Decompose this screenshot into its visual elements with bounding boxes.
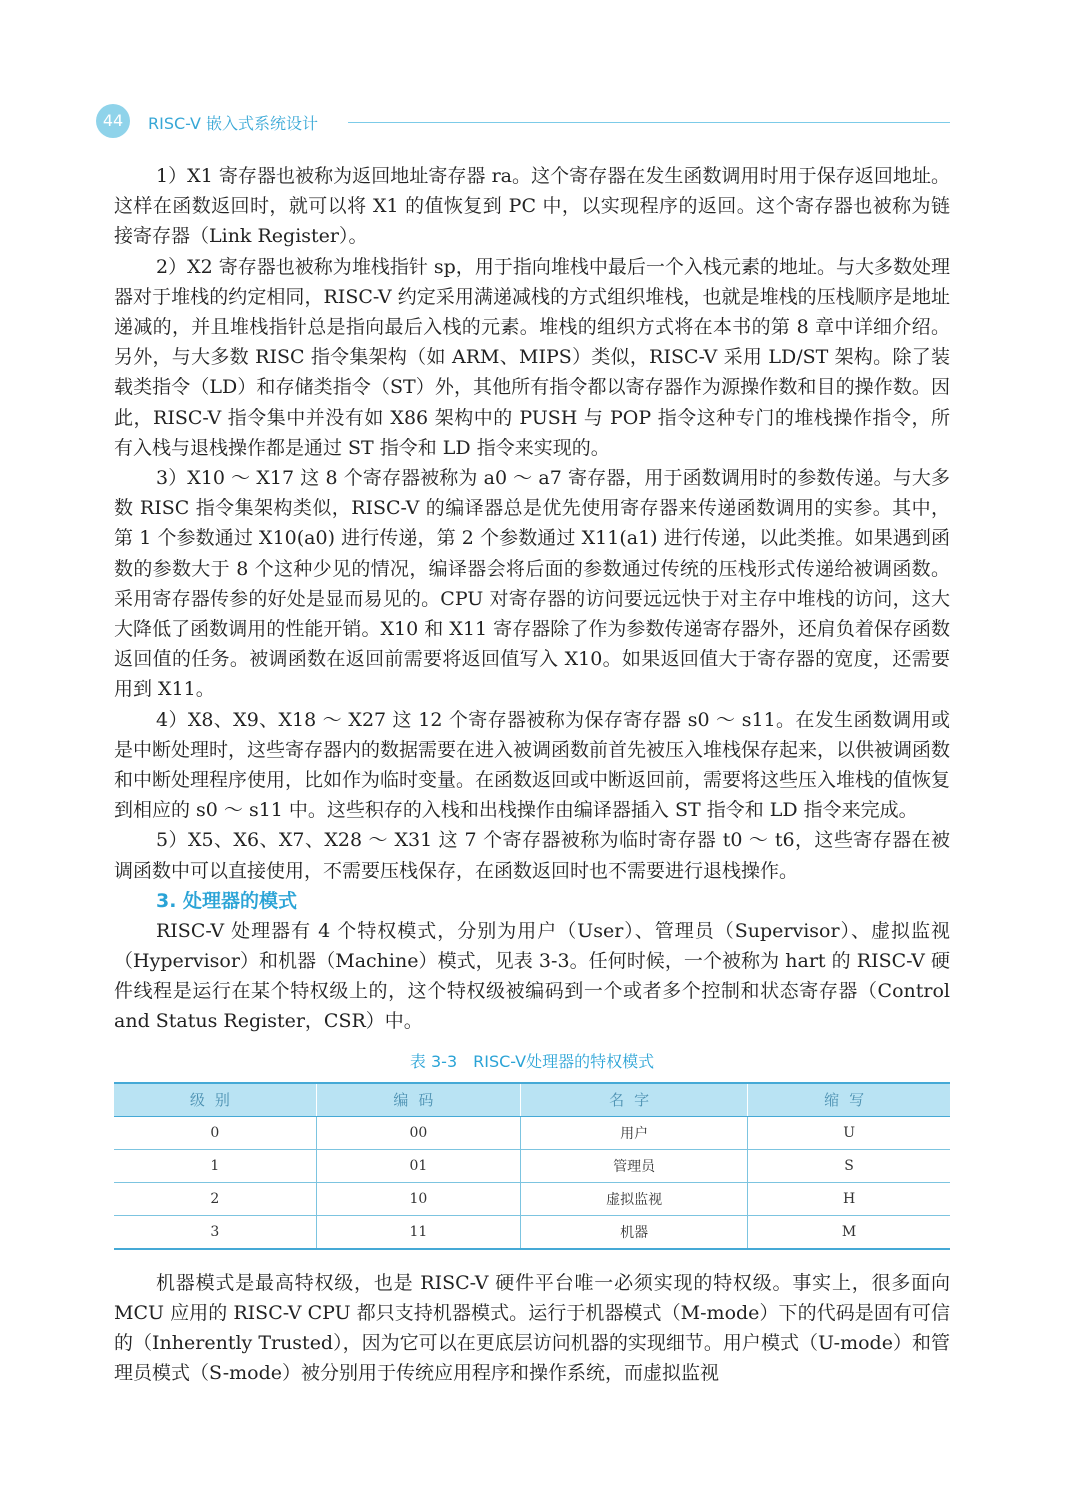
paragraph-x2: 2）X2 寄存器也被称为堆栈指针 sp，用于指向堆栈中最后一个入栈元素的地址。与大多数处理器对于堆栈的约定相同，RISC-V 约定采用满递减栈的方式组织堆栈，也就是堆栈的压栈顺序是地址递减的，并且堆栈指针总是指向最后入栈的元素。堆栈的组织方式将在本书的第 8 章中详细介绍。另外，与大多数 RISC 指令集架构（如 ARM、MIPS）类似，RISC-V 采用 LD/ST 架构。除了装载类指令（LD）和存储类指令（ST）外，其他所有指令都以寄存器作为源操作数和目的操作数。因此，RISC-V 指令集中并没有如 X86 架构中的 PUSH 与 POP 指令这种专门的堆栈操作指令，所有入栈与退栈操作都是通过 ST 指令和 LD 指令来实现的。 xyxy=(114,255,950,459)
table-row xyxy=(114,1149,950,1182)
table-cell: M xyxy=(748,1215,950,1249)
table-cell: 2 xyxy=(114,1182,316,1215)
paragraph-x1: 1）X1 寄存器也被称为返回地址寄存器 ra。这个寄存器在发生函数调用时用于保存返回地址。这样在函数返回时，就可以将 X1 的值恢复到 PC 中，以实现程序的返回。这个寄存器也被称为链接寄存器（Link Register）。 xyxy=(114,165,950,248)
table-cell: 1 xyxy=(114,1149,316,1182)
column-header-code: 编码 xyxy=(316,1083,520,1117)
privilege-mode-table xyxy=(114,1082,950,1250)
table-cell: S xyxy=(748,1149,950,1182)
book-title: RISC-V 嵌入式系统设计 xyxy=(148,114,319,133)
section-heading: 3. 处理器的模式 xyxy=(156,889,298,912)
table-cell: U xyxy=(748,1116,950,1149)
table-cell: 3 xyxy=(114,1215,316,1249)
paragraph-x10-x17: 3）X10 ～ X17 这 8 个寄存器被称为 a0 ～ a7 寄存器，用于函数调用时的参数传递。与大多数 RISC 指令集架构类似，RISC-V 的编译器总是优先使用寄存器来传递函数调用的实参。其中，第 1 个参数通过 X10(a0) 进行传递，第 2 个参数通过 X11(a1) 进行传递，以此类推。如果遇到函数的参数大于 8 个这种少见的情况，编译器会将后面的参数通过传统的压栈形式传递给被调函数。采用寄存器传参的好处是显而易见的。CPU 对寄存器的访问要远远快于对主存中堆栈的访问，这大大降低了函数调用的性能开销。X10 和 X11 寄存器除了作为参数传递寄存器外，还肩负着保存函数返回值的任务。被调函数在返回前需要将返回值写入 X10。如果返回值大于寄存器的宽度，还需要用到 X11。 xyxy=(114,467,950,701)
paragraph-temp-registers: 5）X5、X6、X7、X28 ～ X31 这 7 个寄存器被称为临时寄存器 t0 ～ t6，这些寄存器在被调函数中可以直接使用，不需要压栈保存，在函数返回时也不需要进行退栈操作。 xyxy=(114,829,950,882)
table-row xyxy=(114,1182,950,1215)
table-row xyxy=(114,1116,950,1149)
table-cell: H xyxy=(748,1182,950,1215)
page-header xyxy=(96,104,950,140)
page-number-badge: 44 xyxy=(96,104,130,138)
closing-paragraph: 机器模式是最高特权级，也是 RISC-V 硬件平台唯一必须实现的特权级。事实上，很多面向 MCU 应用的 RISC-V CPU 都只支持机器模式。运行于机器模式（M-mode）下的代码是固有可信的（Inherently Trusted），因为它可以在更底层访问机器的实现细节。用户模式（U-mode）和管理员模式（S-mode）被分别用于传统应用程序和操作系统，而虚拟监视 xyxy=(114,1271,950,1385)
column-header-name: 名字 xyxy=(520,1083,747,1117)
table-header-row xyxy=(114,1083,950,1117)
table-cell: 虚拟监视 xyxy=(520,1182,747,1215)
table-cell: 管理员 xyxy=(520,1149,747,1182)
table-cell: 00 xyxy=(316,1116,520,1149)
table-cell: 01 xyxy=(316,1149,520,1182)
table-cell: 机器 xyxy=(520,1215,747,1249)
table-cell: 0 xyxy=(114,1116,316,1149)
table-caption: 表 3-3 RISC-V处理器的特权模式 xyxy=(409,1051,655,1071)
column-header-level: 级别 xyxy=(114,1083,316,1117)
page-body xyxy=(114,161,950,1389)
header-rule xyxy=(348,122,950,123)
column-header-abbr: 缩写 xyxy=(748,1083,950,1117)
section-intro: RISC-V 处理器有 4 个特权模式，分别为用户（User）、管理员（Supervisor）、虚拟监视（Hypervisor）和机器（Machine）模式，见表 3-3。任何时候，一个被称为 hart 的 RISC-V 硬件线程是运行在某个特权级上的，这个特权级被编码到一个或者多个控制和状态寄存器（Control and Status Register，CSR）中。 xyxy=(114,919,950,1033)
paragraph-saved-registers: 4）X8、X9、X18 ～ X27 这 12 个寄存器被称为保存寄存器 s0 ～ s11。在发生函数调用或是中断处理时，这些寄存器内的数据需要在进入被调函数前首先被压入堆栈保存起来，以供被调函数和中断处理程序使用，比如作为临时变量。在函数返回或中断返回前，需要将这些压入堆栈的值恢复到相应的 s0 ～ s11 中。这些积存的入栈和出栈操作由编译器插入 ST 指令和 LD 指令来完成。 xyxy=(114,708,951,822)
table-cell: 10 xyxy=(316,1182,520,1215)
table-cell: 用户 xyxy=(520,1116,747,1149)
table-row xyxy=(114,1215,950,1249)
table-cell: 11 xyxy=(316,1215,520,1249)
